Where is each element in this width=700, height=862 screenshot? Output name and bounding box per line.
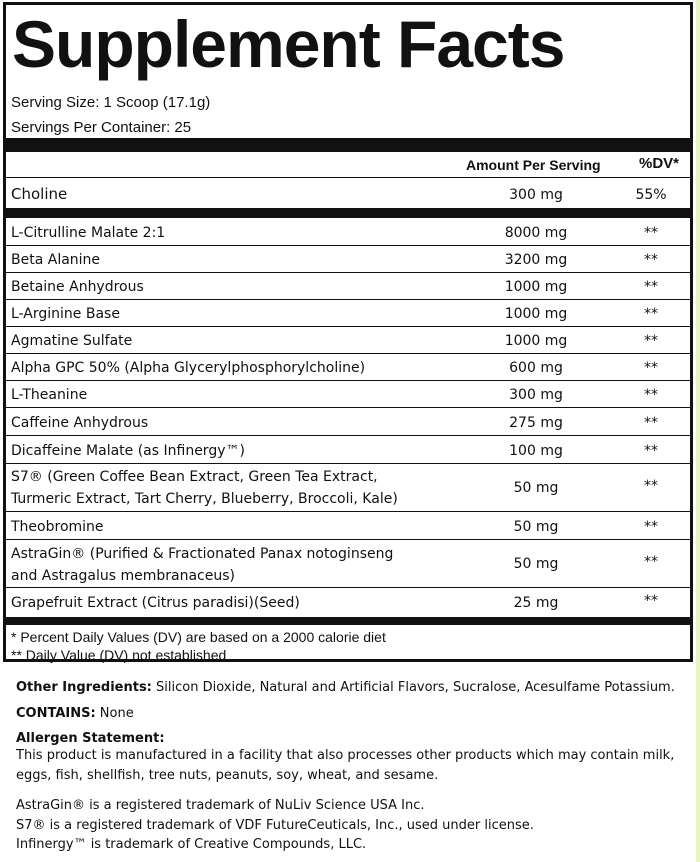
choline-name: Choline xyxy=(11,185,68,203)
table-row: Grapefruit Extract (Citrus paradisi)(Seed) 25 mg ** xyxy=(11,593,658,611)
table-row: Alpha GPC 50% (Alpha Glycerylphosphorylcholine) 600 mg ** xyxy=(6,354,690,381)
edge-tint xyxy=(696,0,700,862)
footnote-dv-not-established: ** Daily Value (DV) not established xyxy=(11,647,227,663)
table-row: L-Theanine 300 mg ** xyxy=(6,381,690,408)
table-row: Agmatine Sulfate 1000 mg ** xyxy=(6,327,690,354)
allergen-line-1: This product is manufactured in a facility that also processes other products which may contain milk, xyxy=(16,748,675,763)
serving-size: Serving Size: 1 Scoop (17.1g) xyxy=(11,94,211,111)
allergen-label: Allergen Statement: xyxy=(16,731,165,746)
table-row: Beta Alanine 3200 mg ** xyxy=(6,246,690,273)
footnote-percent-dv: * Percent Daily Values (DV) are based on a 2000 calorie diet xyxy=(11,629,386,645)
contains-text: None xyxy=(95,706,134,721)
table-row: AstraGin® (Purified & Fractionated Panax notoginseng and Astragalus membranaceus) 50 mg ** xyxy=(6,540,690,588)
supplement-facts-panel xyxy=(3,2,693,662)
trademark-infinergy: Infinergy™ is trademark of Creative Compounds, LLC. xyxy=(16,837,367,852)
allergen-line-2: eggs, fish, shellfish, tree nuts, peanuts, soy, wheat, and sesame. xyxy=(16,768,439,783)
table-row: Theobromine 50 mg ** xyxy=(6,512,690,540)
header-dv: %DV* xyxy=(639,155,680,172)
servings-per-container: Servings Per Container: 25 xyxy=(11,119,192,136)
header-amount: Amount Per Serving xyxy=(466,157,601,173)
other-ingredients xyxy=(16,680,675,695)
table-row: L-Citrulline Malate 2:1 8000 mg ** xyxy=(6,219,690,246)
choline-dv: 55% xyxy=(635,187,667,203)
table-row: S7® (Green Coffee Bean Extract, Green Tea Extract, Turmeric Extract, Tart Cherry, Blueberry, Broccoli, Kale) 50 mg ** xyxy=(6,464,690,512)
other-ingredients-text: Silicon Dioxide, Natural and Artificial Flavors, Sucralose, Acesulfame Potassium. xyxy=(151,680,675,695)
table-row: L-Arginine Base 1000 mg ** xyxy=(6,300,690,327)
panel-title: Supplement Facts xyxy=(12,7,565,81)
other-ingredients-label: Other Ingredients: xyxy=(16,680,152,695)
table-row: Caffeine Anhydrous 275 mg ** xyxy=(6,408,690,436)
table-row: Dicaffeine Malate (as Infinergy™) 100 mg ** xyxy=(6,436,690,464)
contains xyxy=(16,706,134,721)
choline-row xyxy=(6,178,690,208)
contains-label: CONTAINS: xyxy=(16,706,96,721)
trademark-astragin: AstraGin® is a registered trademark of NuLiv Science USA Inc. xyxy=(16,798,425,813)
divider-medium xyxy=(6,208,690,218)
trademark-s7: S7® is a registered trademark of VDF FutureCeuticals, Inc., used under license. xyxy=(16,818,534,833)
choline-amount: 300 mg xyxy=(509,187,563,203)
divider-bottom xyxy=(6,617,690,625)
table-row: Betaine Anhydrous 1000 mg ** xyxy=(6,273,690,300)
divider-thick xyxy=(6,138,690,152)
